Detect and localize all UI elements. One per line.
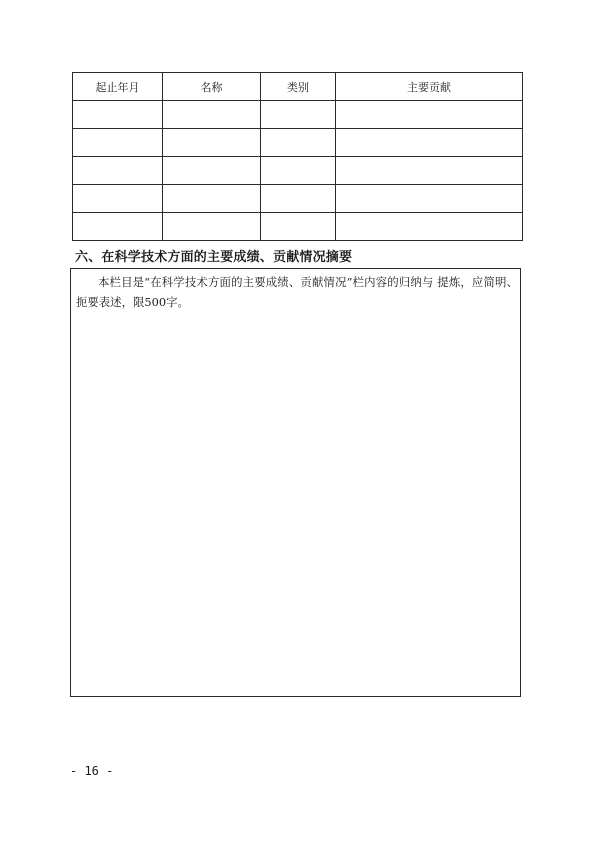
cell-contribution[interactable] xyxy=(336,129,523,157)
cell-contribution[interactable] xyxy=(336,101,523,129)
table-row xyxy=(73,213,523,241)
header-contribution: 主要贡献 xyxy=(336,73,523,101)
cell-category[interactable] xyxy=(261,185,336,213)
cell-date[interactable] xyxy=(73,185,163,213)
cell-contribution[interactable] xyxy=(336,213,523,241)
table-row xyxy=(73,185,523,213)
cell-contribution[interactable] xyxy=(336,157,523,185)
cell-name[interactable] xyxy=(163,157,261,185)
header-date: 起止年月 xyxy=(73,73,163,101)
header-name: 名称 xyxy=(163,73,261,101)
summary-box[interactable] xyxy=(70,268,521,697)
table-row xyxy=(73,157,523,185)
cell-date[interactable] xyxy=(73,129,163,157)
header-category: 类别 xyxy=(261,73,336,101)
cell-category[interactable] xyxy=(261,101,336,129)
cell-category[interactable] xyxy=(261,213,336,241)
page-number: - 16 - xyxy=(70,764,114,778)
cell-name[interactable] xyxy=(163,185,261,213)
cell-contribution[interactable] xyxy=(336,185,523,213)
table-row xyxy=(73,129,523,157)
cell-name[interactable] xyxy=(163,213,261,241)
cell-date[interactable] xyxy=(73,101,163,129)
cell-name[interactable] xyxy=(163,101,261,129)
cell-category[interactable] xyxy=(261,129,336,157)
table-row xyxy=(73,101,523,129)
cell-name[interactable] xyxy=(163,129,261,157)
section-heading: 六、在科学技术方面的主要成绩、贡献情况摘要 xyxy=(75,250,353,265)
cell-date[interactable] xyxy=(73,213,163,241)
cell-date[interactable] xyxy=(73,157,163,185)
awards-table xyxy=(72,72,523,241)
summary-instructions: 本栏目是“在科学技术方面的主要成绩、贡献情况”栏内容的归纳与 提炼，应简明、扼要表述，限500字。 xyxy=(76,275,518,309)
table-header-row xyxy=(73,73,523,101)
cell-category[interactable] xyxy=(261,157,336,185)
